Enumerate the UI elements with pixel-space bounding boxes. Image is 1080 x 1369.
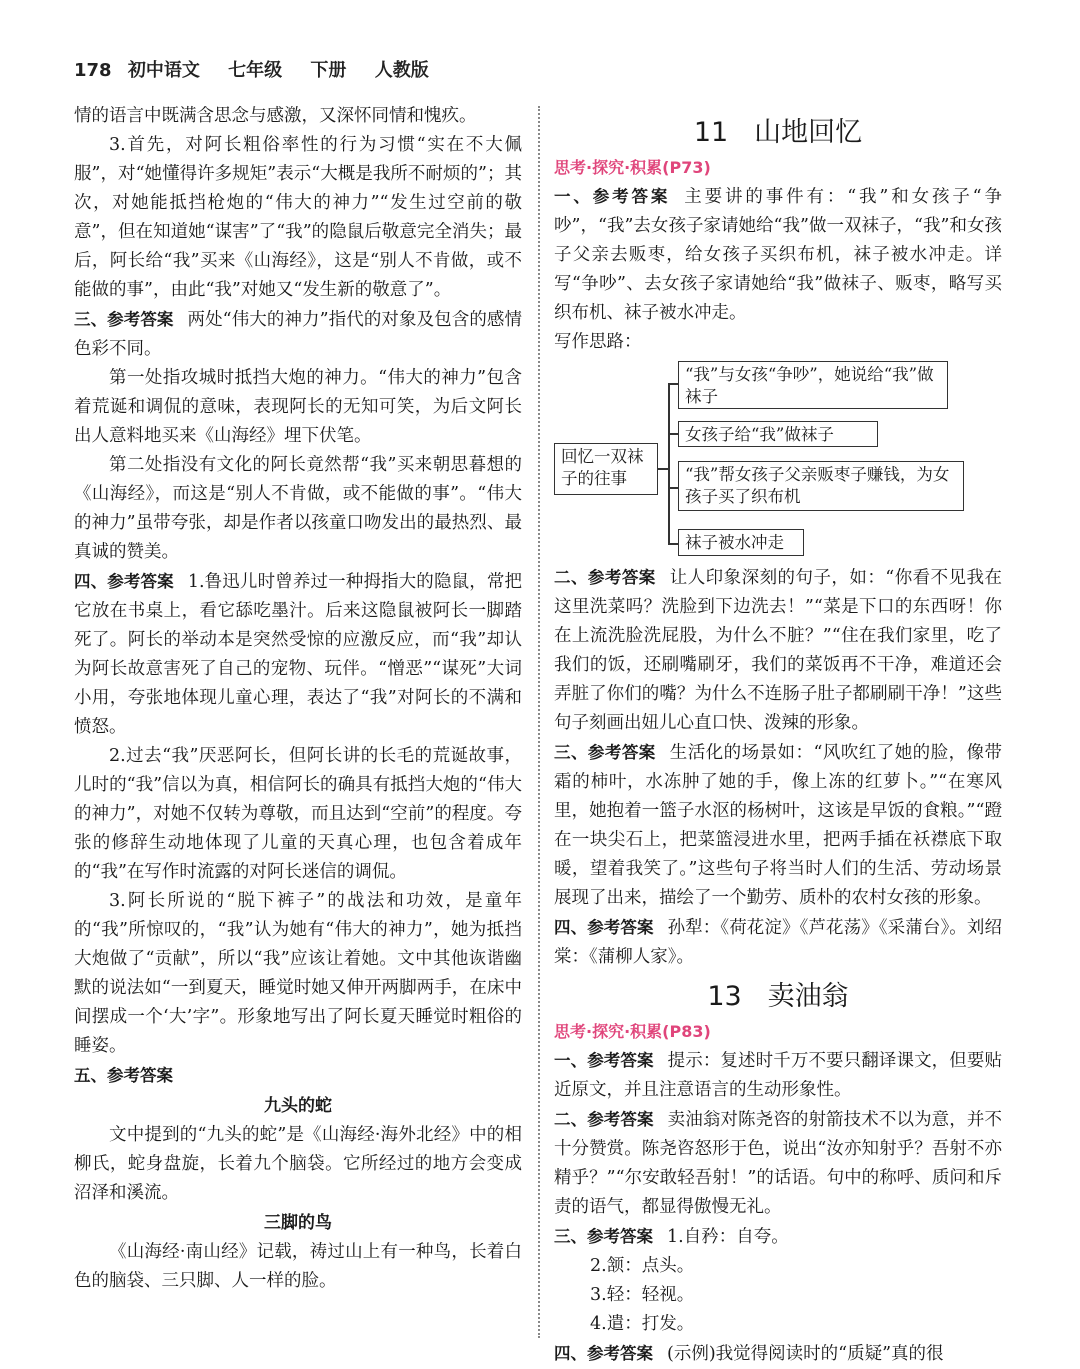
connector: [658, 468, 668, 470]
section-text: 两处“伟大的神力”指代的对象及包含的感情色彩不同。: [74, 310, 522, 359]
section-text: (示例)我觉得阅读时的“质疑”真的很: [667, 1344, 944, 1364]
section-text: 卖油翁对陈尧咨的射箭技术不以为意，并不十分赞赏。陈尧咨怒形于色，说出“汝亦知射乎？吾射不亦精乎？”“尔安敢轻吾射！”的话语。句中的称呼、质问和斥责的语气，都显得傲慢无礼。: [554, 1110, 1002, 1217]
connector: [668, 383, 670, 543]
section-label: 四、参考答案: [74, 572, 174, 591]
column-divider: [538, 106, 540, 1338]
lesson-number: 13: [707, 981, 742, 1012]
writing-diagram: [554, 361, 1002, 559]
subject: 初中语文: [127, 60, 200, 81]
paragraph: 3.阿长所说的“脱下裤子”的战法和功效，是童年的“我”所惊叹的，“我”认为她有“伟大的神力”，她为抵挡大炮做了“贡献”，所以“我”应该让着她。文中其他诙谐幽默的说法如“一到夏天，睡觉时她又伸开两脚两手，在床中间摆成一个‘大’字”。形象地写出了阿长夏天睡觉时粗俗的睡姿。: [74, 891, 522, 1056]
section-label: 四、参考答案: [554, 1344, 653, 1363]
answer-3: [554, 738, 1002, 913]
paragraph: 《山海经·南山经》记载，祷过山上有一种鸟，长着白色的脑袋、三只脚、人一样的脸。: [74, 1242, 522, 1291]
section-label: 四、参考答案: [554, 918, 654, 937]
lesson-name: 山地回忆: [754, 117, 863, 148]
paragraph: 第二处指没有文化的阿长竟然帮“我”买来朝思暮想的《山海经》，而这是“别人不肯做，或不能做的事”。“伟大的神力”虽带夸张，却是作者以孩童口吻发出的最热烈、最真诚的赞美。: [74, 455, 522, 562]
answer-2: [554, 563, 1002, 738]
diagram-box-4: 袜子被水冲走: [678, 529, 804, 556]
diagram-box-1: “我”与女孩“争吵”，她说给“我”做袜子: [678, 361, 948, 409]
section-label: 一、参考答案: [554, 1051, 654, 1070]
answer-1: [554, 182, 1002, 328]
paragraph: 文中提到的“九头的蛇”是《山海经·海外北经》中的相柳氏，蛇身盘旋，长着九个脑袋。它所经过的地方会变成沼泽和溪流。: [74, 1125, 522, 1203]
left-column: [74, 102, 522, 1296]
lesson-name: 卖油翁: [767, 981, 849, 1012]
connector: [668, 383, 678, 385]
edition: 人教版: [374, 60, 429, 81]
section-label: 五、参考答案: [74, 1066, 173, 1085]
grade: 七年级: [228, 60, 283, 81]
writing-label: 写作思路：: [554, 332, 642, 352]
right-column: [554, 108, 1002, 1369]
diagram-box-3: “我”帮女孩子父亲贩枣子赚钱，为女孩子买了织布机: [678, 461, 964, 511]
connector: [668, 487, 678, 489]
section-subhead: 思考·探究·积累(P83): [554, 1022, 711, 1041]
diagram-root-box: 回忆一双袜子的往事: [554, 443, 658, 495]
subtitle-nine-headed-snake: 九头的蛇: [264, 1096, 332, 1116]
answer-4: [554, 913, 1002, 972]
section-text: 提示：复述时千万不要只翻译课文，但要贴近原文，并且注意语言的生动形象性。: [554, 1051, 1002, 1100]
paragraph: 3.首先，对阿长粗俗率性的行为习惯“实在不大佩服”，对“她懂得许多规矩”表示“大概是我所不耐烦的”；其次，对她能抵挡枪炮的“伟大的神力”“发生过空前的敬意”，但在知道她“谋害”了“我”的隐鼠后敬意完全消失；最后，阿长给“我”买来《山海经》，这是“别人不肯做，或不能做的事”，由此“我”对她又“发生新的敬意了”。: [74, 135, 522, 300]
lesson-11-title: [554, 112, 1002, 154]
answer-4: [554, 1339, 1002, 1369]
page-number: 178: [74, 60, 112, 81]
section-label: 二、参考答案: [554, 568, 656, 587]
lesson-number: 11: [693, 117, 729, 148]
subtitle-three-legged-bird: 三脚的鸟: [264, 1213, 332, 1233]
list-item: 4.遣：打发。: [590, 1314, 695, 1334]
answer-1: [554, 1046, 1002, 1105]
answer-3: [74, 305, 522, 364]
section-label: 三、参考答案: [554, 743, 656, 762]
paragraph: 2.过去“我”厌恶阿长，但阿长讲的长毛的荒诞故事，儿时的“我”信以为真，相信阿长的确具有抵挡大炮的“伟大的神力”，对她不仅转为尊敬，而且达到“空前”的程度。夸张的修辞生动地体现了儿童的天真心理，也包含着成年的“我”在写作时流露的对阿长迷信的调侃。: [74, 746, 522, 882]
paragraph: 情的语言中既满含思念与感激，又深怀同情和愧疚。: [74, 106, 477, 126]
section-label: 二、参考答案: [554, 1110, 654, 1129]
section-label: 三、参考答案: [554, 1227, 653, 1246]
answer-4: [74, 567, 522, 742]
answer-2: [554, 1105, 1002, 1222]
paragraph: 第一处指攻城时抵挡大炮的神力。“伟大的神力”包含着荒诞和调侃的意味，表现阿长的无知可笑，为后文阿长出人意料地买来《山海经》埋下伏笔。: [74, 368, 522, 446]
section-text: 主要讲的事件有：“我”和女孩子“争吵”，“我”去女孩子家请她给“我”做一双袜子，“我”和女孩子父亲去贩枣，给女孩子买织布机，袜子被水冲走。详写“争吵”、去女孩子家请她给“我”做袜子、贩枣，略写买织布机、袜子被水冲走。: [554, 187, 1003, 323]
section-label: 三、参考答案: [74, 310, 174, 329]
volume: 下册: [310, 60, 347, 81]
connector: [668, 543, 678, 545]
answer-5: [74, 1061, 522, 1091]
list-item: 1.自矜：自夸。: [667, 1227, 789, 1247]
lesson-13-title: [554, 976, 1002, 1018]
list-item: 3.轻：轻视。: [590, 1285, 695, 1305]
list-item: 2.颔：点头。: [590, 1256, 695, 1276]
diagram-box-2: 女孩子给“我”做袜子: [678, 421, 878, 447]
section-text: 孙犁：《荷花淀》《芦花荡》《采蒲台》。刘绍棠：《蒲柳人家》。: [554, 918, 1002, 967]
section-text: 让人印象深刻的句子，如：“你看不见我在这里洗菜吗？洗脸到下边洗去！”“菜是下口的东西呀！你在上流洗脸洗屁股，为什么不脏？”“住在我们家里，吃了我们的饭，还刷嘴刷牙，我们的菜饭再不干净，难道还会弄脏了你们的嘴？为什么不连肠子肚子都刷刷干净！”这些句子刻画出妞儿心直口快、泼辣的形象。: [554, 568, 1002, 733]
section-text: 1.鲁迅儿时曾养过一种拇指大的隐鼠，常把它放在书桌上，看它舔吃墨汁。后来这隐鼠被阿长一脚踏死了。阿长的举动本是突然受惊的应激反应，而“我”却认为阿长故意害死了自己的宠物、玩伴。“憎恶”“谋死”大词小用，夸张地体现儿童心理，表达了“我”对阿长的不满和愤怒。: [74, 572, 522, 737]
page-header: [74, 56, 451, 82]
section-label: 一、参考答案: [554, 187, 671, 206]
answer-3: [554, 1222, 1002, 1252]
section-subhead: 思考·探究·积累(P73): [554, 158, 711, 177]
connector: [668, 433, 678, 435]
section-text: 生活化的场景如：“风吹红了她的脸，像带霜的柿叶，水冻肿了她的手，像上冻的红萝卜。”“在寒风里，她抱着一篮子水沤的杨树叶，这该是早饭的食粮。”“蹬在一块尖石上，把菜篮浸进水里，把两手插在袄襟底下取暖，望着我笑了。”这些句子将当时人们的生活、劳动场景展现了出来，描绘了一个勤劳、质朴的农村女孩的形象。: [554, 743, 1002, 908]
